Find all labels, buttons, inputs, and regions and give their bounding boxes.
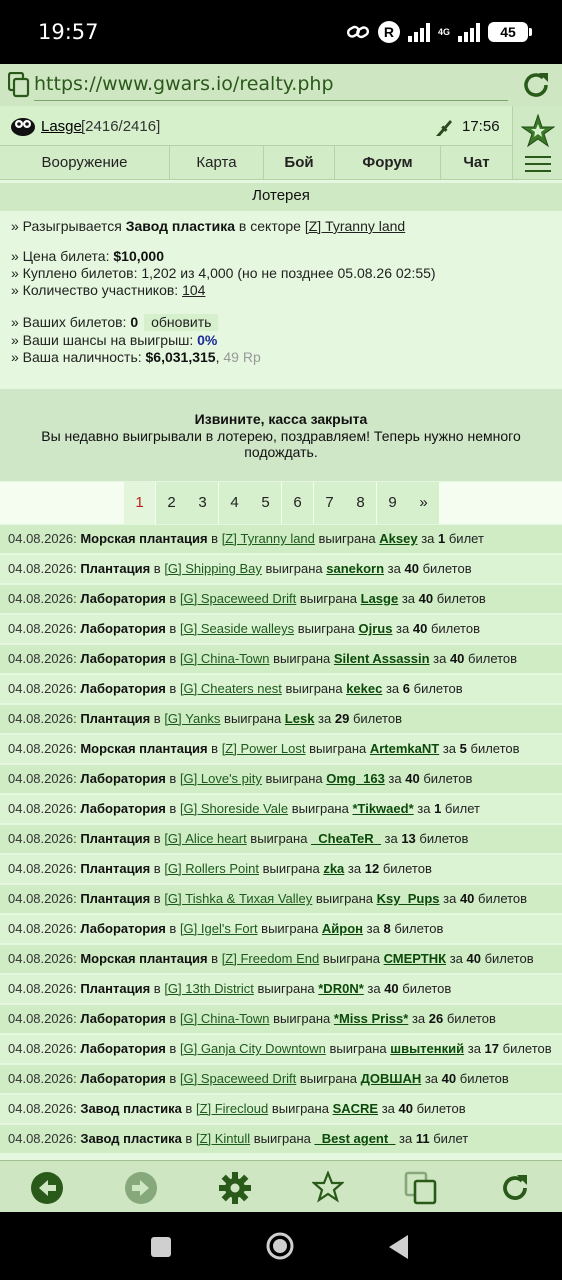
closed-text: Вы недавно выигрывали в лотерею, поздравляем! Теперь нужно немного подождать. bbox=[41, 428, 521, 460]
refresh-icon[interactable] bbox=[498, 1171, 532, 1205]
row-object: Лаборатория bbox=[80, 921, 166, 936]
row-date: 04.08.2026: bbox=[8, 891, 77, 906]
network-type: 4G bbox=[437, 26, 450, 37]
star-icon[interactable] bbox=[521, 114, 555, 148]
page-8[interactable]: 8 bbox=[345, 482, 376, 524]
row-ticket-count: 29 bbox=[334, 711, 350, 726]
row-winner-link[interactable]: Ksy_Pups bbox=[376, 891, 440, 906]
row-winner-link[interactable]: kekec bbox=[346, 681, 383, 696]
row-date: 04.08.2026: bbox=[8, 981, 77, 996]
row-ticket-unit: билетов bbox=[430, 621, 480, 636]
participants-link[interactable]: 104 bbox=[182, 282, 206, 298]
user-link[interactable]: Lasge bbox=[41, 118, 82, 135]
avatar bbox=[10, 114, 36, 136]
ticket-price-line: » Цена билета: $10,000 bbox=[11, 248, 164, 264]
row-ticket-unit: билетов bbox=[468, 651, 518, 666]
row-winner-link[interactable]: _CheaTeR_ bbox=[311, 831, 381, 846]
row-ticket-unit: билетов bbox=[446, 1011, 496, 1026]
row-ticket-unit: билетов bbox=[402, 981, 452, 996]
battery-icon: 45 bbox=[488, 22, 528, 42]
row-ticket-count: 11 bbox=[415, 1131, 430, 1146]
nav-chat[interactable]: Чат bbox=[463, 154, 490, 171]
row-winner-link[interactable]: Lasge bbox=[360, 591, 399, 606]
row-winner-link[interactable]: *Miss Priss* bbox=[333, 1011, 409, 1026]
row-ticket-count: 6 bbox=[402, 681, 410, 696]
row-object: Лаборатория bbox=[80, 1041, 166, 1056]
page-7[interactable]: 7 bbox=[314, 482, 345, 524]
row-ticket-count: 17 bbox=[484, 1041, 500, 1056]
url-underline bbox=[34, 100, 508, 101]
lottery-object-line: » Разыгрывается Завод пластика в секторе [Z] Tyranny land bbox=[11, 218, 406, 234]
row-ticket-count: 40 bbox=[412, 621, 428, 636]
row-object: Завод пластика bbox=[80, 1101, 182, 1116]
cash-amount: $6,031,315 bbox=[145, 349, 216, 365]
row-winner-link[interactable]: Silent Assassin bbox=[333, 651, 430, 666]
row-object: Лаборатория bbox=[80, 1011, 166, 1026]
history-row: 04.08.2026: Лаборатория в [G] Ganja City Downtown выиграна швытенкий за 17 билетов bbox=[0, 1035, 562, 1063]
row-ticket-count: 8 bbox=[383, 921, 391, 936]
history-row: 04.08.2026: Плантация в [G] Alice heart выиграна _CheaTeR_ за 13 билетов bbox=[0, 825, 562, 853]
row-ticket-count: 1 bbox=[434, 801, 442, 816]
nav-forum[interactable]: Форум bbox=[335, 146, 441, 180]
row-ticket-count: 40 bbox=[466, 951, 481, 966]
reload-icon[interactable] bbox=[520, 69, 552, 101]
row-ticket-unit: билетов bbox=[436, 591, 486, 606]
nav-battle[interactable]: Бой bbox=[264, 146, 335, 180]
row-winner-link[interactable]: _Best agent_ bbox=[314, 1131, 396, 1146]
row-winner-link[interactable]: Omg_163 bbox=[326, 771, 385, 786]
page-6[interactable]: 6 bbox=[282, 482, 313, 524]
history-row: 04.08.2026: Лаборатория в [G] China-Town выиграна Silent Assassin за 40 билетов bbox=[0, 645, 562, 673]
row-object: Морская плантация bbox=[80, 741, 208, 756]
row-winner-link[interactable]: Айрон bbox=[321, 921, 364, 936]
row-date: 04.08.2026: bbox=[8, 1131, 77, 1146]
status-bar bbox=[0, 0, 562, 64]
nav-weapons[interactable]: Вооружение bbox=[0, 146, 170, 180]
row-ticket-count: 12 bbox=[364, 861, 380, 876]
row-ticket-unit: билетов bbox=[352, 711, 402, 726]
row-date: 04.08.2026: bbox=[8, 621, 77, 636]
link-icon bbox=[346, 20, 370, 44]
url-text[interactable]: https://www.gwars.io/realty.php bbox=[34, 73, 334, 95]
row-winner-link[interactable]: sanekorn bbox=[326, 561, 385, 576]
row-sector-link[interactable]: [Z] Kintull bbox=[195, 1131, 251, 1146]
row-object: Плантация bbox=[80, 711, 151, 726]
row-ticket-count: 13 bbox=[401, 831, 416, 846]
row-ticket-unit: билетов bbox=[423, 771, 473, 786]
row-winner-link[interactable]: Aksey bbox=[379, 531, 418, 546]
back-icon[interactable] bbox=[30, 1171, 64, 1205]
lottery-title: Лотерея bbox=[0, 183, 562, 211]
row-sector-link[interactable]: [G] Shoreside Vale bbox=[179, 801, 289, 816]
row-sector-link[interactable]: [G] Shipping Bay bbox=[164, 561, 262, 576]
history-row: 04.08.2026: Завод пластика в [Z] Firecloud выиграна SACRE за 40 билетов bbox=[0, 1095, 562, 1123]
row-date: 04.08.2026: bbox=[8, 831, 77, 846]
history-row: 04.08.2026: Лаборатория в [G] Shoreside Vale выиграна *Tikwaed* за 1 билет bbox=[0, 795, 562, 823]
row-ticket-count: 40 bbox=[404, 561, 419, 576]
signal-icon-2 bbox=[458, 22, 480, 42]
page-2[interactable]: 2 bbox=[156, 482, 187, 524]
row-ticket-unit: билетов bbox=[419, 831, 469, 846]
row-date: 04.08.2026: bbox=[8, 771, 77, 786]
pagination bbox=[0, 482, 562, 524]
lottery-info bbox=[0, 212, 562, 392]
row-object: Плантация bbox=[80, 891, 151, 906]
url-bar bbox=[0, 64, 562, 106]
chance-line: » Ваши шансы на выигрыш: 0% bbox=[11, 332, 218, 348]
recents-icon[interactable] bbox=[150, 1236, 172, 1258]
row-ticket-unit: билетов bbox=[422, 561, 472, 576]
history-row: 04.08.2026: Плантация в [G] Rollers Point выиграна zka за 12 билетов bbox=[0, 855, 562, 883]
win-chance: 0% bbox=[197, 332, 218, 348]
row-winner-link[interactable]: SACRE bbox=[332, 1101, 379, 1116]
history-row: 04.08.2026: Лаборатория в [G] Cheaters nest выиграна kekec за 6 билетов bbox=[0, 675, 562, 703]
row-ticket-count: 26 bbox=[428, 1011, 444, 1026]
page-5[interactable]: 5 bbox=[250, 482, 281, 524]
row-sector-link[interactable]: [G] China-Town bbox=[179, 1011, 270, 1026]
copy-tabs-icon[interactable] bbox=[404, 1171, 438, 1205]
signal-icon bbox=[408, 22, 430, 42]
row-date: 04.08.2026: bbox=[8, 951, 77, 966]
row-ticket-unit: билетов bbox=[382, 861, 432, 876]
history-row: 04.08.2026: Плантация в [G] Tishka & Тихая Valley выиграна Ksy_Pups за 40 билетов bbox=[0, 885, 562, 913]
row-sector-link[interactable]: [G] Yanks bbox=[164, 711, 221, 726]
nav-back-icon[interactable] bbox=[388, 1234, 410, 1260]
row-sector-link[interactable]: [Z] Power Lost bbox=[221, 741, 306, 756]
row-ticket-unit: билетов bbox=[416, 1101, 466, 1116]
row-object: Лаборатория bbox=[80, 621, 166, 636]
closed-notice bbox=[0, 389, 562, 481]
closed-title: Извините, касса закрыта bbox=[194, 411, 368, 427]
row-winner-link[interactable]: zka bbox=[323, 861, 345, 876]
row-sector-link[interactable]: [Z] Firecloud bbox=[195, 1101, 269, 1116]
row-object: Лаборатория bbox=[80, 771, 166, 786]
row-object: Лаборатория bbox=[80, 801, 166, 816]
row-date: 04.08.2026: bbox=[8, 681, 77, 696]
participants-line: » Количество участников: 104 bbox=[11, 282, 206, 298]
row-object: Завод пластика bbox=[80, 1131, 182, 1146]
server-clock: 17:56 bbox=[462, 118, 500, 135]
history-row: 04.08.2026: Морская плантация в [Z] Freedom End выиграна СМЕРТНК за 40 билетов bbox=[0, 945, 562, 973]
history-row: 04.08.2026: Лаборатория в [G] China-Town выиграна *Miss Priss* за 26 билетов bbox=[0, 1005, 562, 1033]
row-object: Морская плантация bbox=[80, 951, 208, 966]
row-sector-link[interactable]: [G] Spaceweed Drift bbox=[179, 1071, 297, 1086]
page-3[interactable]: 3 bbox=[187, 482, 218, 524]
page-1[interactable]: 1 bbox=[124, 482, 155, 524]
row-sector-link[interactable]: [G] Cheaters nest bbox=[179, 681, 282, 696]
history-row: 04.08.2026: Морская плантация в [Z] Power Lost выиграна ArtemkaNT за 5 билетов bbox=[0, 735, 562, 763]
row-object: Лаборатория bbox=[80, 651, 166, 666]
row-date: 04.08.2026: bbox=[8, 861, 77, 876]
row-sector-link[interactable]: [G] Tishka & Тихая Valley bbox=[164, 891, 313, 906]
row-sector-link[interactable]: [G] Seaside walleys bbox=[179, 621, 295, 636]
lottery-sector-link[interactable]: [Z] Tyranny land bbox=[304, 218, 406, 234]
browser-toolbar bbox=[0, 1160, 562, 1212]
row-winner-link[interactable]: *Tikwaed* bbox=[352, 801, 414, 816]
row-sector-link[interactable]: [G] 13th District bbox=[164, 981, 254, 996]
home-icon[interactable] bbox=[266, 1232, 294, 1260]
user-header bbox=[0, 106, 512, 146]
row-date: 04.08.2026: bbox=[8, 711, 77, 726]
row-date: 04.08.2026: bbox=[8, 801, 77, 816]
lottery-object: Завод пластика bbox=[125, 218, 236, 234]
row-object: Морская плантация bbox=[80, 531, 208, 546]
row-ticket-unit: билетов bbox=[502, 1041, 552, 1056]
row-date: 04.08.2026: bbox=[8, 1071, 77, 1086]
history-row: 04.08.2026: Плантация в [G] Yanks выиграна Lesk за 29 билетов bbox=[0, 705, 562, 733]
row-date: 04.08.2026: bbox=[8, 1101, 77, 1116]
row-sector-link[interactable]: [G] Spaceweed Drift bbox=[179, 591, 297, 606]
row-winner-link[interactable]: *DR0N* bbox=[318, 981, 364, 996]
row-object: Плантация bbox=[80, 561, 151, 576]
nav-map[interactable]: Карта bbox=[170, 146, 264, 180]
rp-amount: 49 Rp bbox=[223, 349, 261, 365]
row-object: Лаборатория bbox=[80, 681, 166, 696]
row-ticket-unit: билетов bbox=[459, 1071, 509, 1086]
row-object: Плантация bbox=[80, 861, 151, 876]
row-ticket-count: 40 bbox=[405, 771, 420, 786]
page-9[interactable]: 9 bbox=[377, 482, 408, 524]
history-row: 04.08.2026: Лаборатория в [G] Igel's Fort выиграна Айрон за 8 билетов bbox=[0, 915, 562, 943]
history-row: 04.08.2026: Лаборатория в [G] Love's pity выиграна Omg_163 за 40 билетов bbox=[0, 765, 562, 793]
ticket-price: $10,000 bbox=[113, 248, 164, 264]
history-row: 04.08.2026: Лаборатория в [G] Spaceweed Drift выиграна ДОВШАН за 40 билетов bbox=[0, 1065, 562, 1093]
page-4[interactable]: 4 bbox=[219, 482, 250, 524]
bookmark-star-icon[interactable] bbox=[312, 1171, 344, 1203]
side-menu bbox=[512, 106, 562, 180]
row-date: 04.08.2026: bbox=[8, 561, 77, 576]
row-ticket-count: 40 bbox=[459, 891, 475, 906]
row-ticket-count: 40 bbox=[384, 981, 399, 996]
row-ticket-count: 5 bbox=[459, 741, 467, 756]
row-sector-link[interactable]: [G] Igel's Fort bbox=[179, 921, 258, 936]
forward-icon[interactable] bbox=[124, 1171, 158, 1205]
settings-icon[interactable] bbox=[218, 1171, 252, 1205]
rifle-icon[interactable] bbox=[434, 116, 454, 138]
row-date: 04.08.2026: bbox=[8, 921, 77, 936]
row-sector-link[interactable]: [G] China-Town bbox=[179, 651, 270, 666]
row-winner-link[interactable]: Ojrus bbox=[358, 621, 393, 636]
r-icon: R bbox=[378, 21, 400, 43]
row-winner-link[interactable]: швытенкий bbox=[390, 1041, 465, 1056]
row-sector-link[interactable]: [G] Ganja City Downtown bbox=[179, 1041, 326, 1056]
row-winner-link[interactable]: Lesk bbox=[284, 711, 315, 726]
row-ticket-count: 40 bbox=[398, 1101, 413, 1116]
row-ticket-unit: билет bbox=[444, 801, 480, 816]
row-winner-link[interactable]: ДОВШАН bbox=[360, 1071, 422, 1086]
main-nav bbox=[0, 146, 512, 180]
row-date: 04.08.2026: bbox=[8, 651, 77, 666]
row-date: 04.08.2026: bbox=[8, 1011, 77, 1026]
tickets-sold-line: » Куплено билетов: 1,202 из 4,000 (но не позднее 05.08.26 02:55) bbox=[11, 265, 436, 281]
row-ticket-unit: билет bbox=[448, 531, 484, 546]
refresh-button[interactable]: обновить bbox=[144, 314, 218, 331]
row-ticket-unit: билетов bbox=[484, 951, 534, 966]
row-ticket-count: 40 bbox=[418, 591, 434, 606]
your-tickets: 0 bbox=[130, 314, 139, 330]
row-date: 04.08.2026: bbox=[8, 531, 77, 546]
row-date: 04.08.2026: bbox=[8, 1041, 77, 1056]
row-winner-link[interactable]: ArtemkaNT bbox=[369, 741, 440, 756]
tabs-icon[interactable] bbox=[8, 72, 30, 98]
row-ticket-unit: билетов bbox=[413, 681, 463, 696]
row-ticket-unit: билет bbox=[433, 1131, 469, 1146]
status-time: 19:57 bbox=[38, 20, 99, 44]
system-nav-bar bbox=[0, 1212, 562, 1280]
row-ticket-count: 1 bbox=[438, 531, 446, 546]
row-winner-link[interactable]: СМЕРТНК bbox=[383, 951, 447, 966]
row-ticket-unit: билетов bbox=[394, 921, 444, 936]
row-ticket-count: 40 bbox=[441, 1071, 457, 1086]
row-object: Плантация bbox=[80, 831, 151, 846]
history-row: 04.08.2026: Морская плантация в [Z] Tyranny land выиграна Aksey за 1 билет bbox=[0, 525, 562, 553]
row-sector-link[interactable]: [Z] Tyranny land bbox=[221, 531, 315, 546]
row-ticket-unit: билетов bbox=[470, 741, 520, 756]
row-sector-link[interactable]: [G] Alice heart bbox=[164, 831, 247, 846]
row-sector-link[interactable]: [G] Rollers Point bbox=[164, 861, 259, 876]
row-ticket-count: 40 bbox=[449, 651, 465, 666]
history-row: 04.08.2026: Завод пластика в [Z] Kintull выиграна _Best agent_ за 11 билет bbox=[0, 1125, 562, 1153]
row-date: 04.08.2026: bbox=[8, 741, 77, 756]
row-object: Лаборатория bbox=[80, 591, 166, 606]
row-date: 04.08.2026: bbox=[8, 591, 77, 606]
history-row: 04.08.2026: Лаборатория в [G] Seaside walleys выиграна Ojrus за 40 билетов bbox=[0, 615, 562, 643]
page-next[interactable]: » bbox=[408, 482, 439, 524]
row-sector-link[interactable]: [Z] Freedom End bbox=[221, 951, 320, 966]
cash-line: » Ваша наличность: $6,031,315, 49 Rp bbox=[11, 349, 261, 365]
history-row: 04.08.2026: Плантация в [G] 13th District выиграна *DR0N* за 40 билетов bbox=[0, 975, 562, 1003]
row-ticket-unit: билетов bbox=[478, 891, 528, 906]
page bbox=[0, 106, 562, 1160]
history-row: 04.08.2026: Плантация в [G] Shipping Bay выиграна sanekorn за 40 билетов bbox=[0, 555, 562, 583]
row-sector-link[interactable]: [G] Love's pity bbox=[179, 771, 262, 786]
menu-icon[interactable] bbox=[525, 156, 551, 172]
history-row: 04.08.2026: Лаборатория в [G] Spaceweed Drift выиграна Lasge за 40 билетов bbox=[0, 585, 562, 613]
row-object: Лаборатория bbox=[80, 1071, 166, 1086]
your-tickets-line: » Ваших билетов: 0 обновить bbox=[11, 314, 218, 331]
user-hp: [2416/2416] bbox=[81, 118, 161, 135]
row-object: Плантация bbox=[80, 981, 151, 996]
